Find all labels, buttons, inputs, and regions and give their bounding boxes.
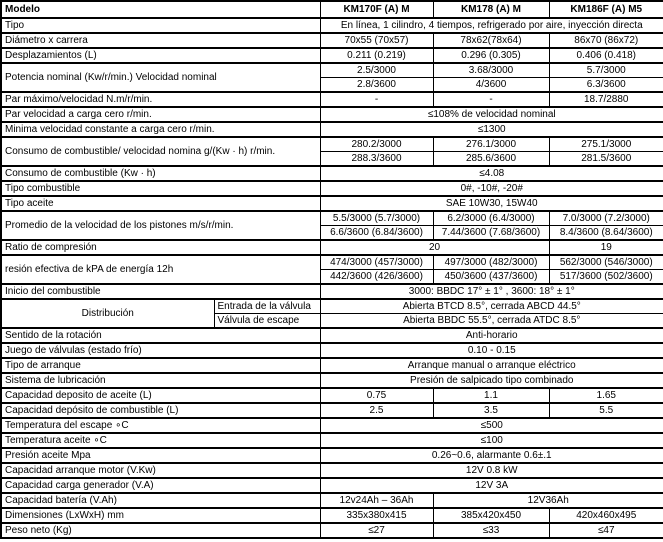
par-maximo-value-0: -: [320, 92, 433, 107]
row-promedio-pistones: [1, 211, 663, 226]
capacidad-carga-generador-label: Capacidad carga generador (V.A): [1, 478, 320, 493]
row-juego-valvulas: [1, 343, 663, 358]
row-capacidad-carga-generador: [1, 478, 663, 493]
row-tipo-arranque: [1, 358, 663, 373]
row-capacidad-aceite: [1, 388, 663, 403]
model-column-0: KM170F (A) M: [320, 1, 433, 18]
capacidad-aceite-value-0: 0.75: [320, 388, 433, 403]
juego-valvulas-label: Juego de válvulas (estado frío): [1, 343, 320, 358]
diametro-carrera-value-1: 78x62(78x64): [433, 33, 549, 48]
inicio-combustible-value-0: 3000: BBDC 17° ± 1° , 3600: 18° ± 1°: [320, 284, 663, 299]
capacidad-carga-generador-value-0: 12V 3A: [320, 478, 663, 493]
consumo-velocidad-label: Consumo de combustible/ velocidad nomina g/(Kw · h) r/min.: [1, 137, 320, 166]
desplazamientos-value-2: 0.406 (0.418): [549, 48, 663, 63]
row-consumo-combustible: [1, 166, 663, 181]
presion-aceite-label: Presión aceite Mpa: [1, 448, 320, 463]
dimensiones-label: Dimensiones (LxWxH) mm: [1, 508, 320, 523]
sistema-lubricacion-label: Sistema de lubricación: [1, 373, 320, 388]
header-row: [1, 1, 663, 18]
temperatura-aceite-value-0: ≤100: [320, 433, 663, 448]
tipo-combustible-value-0: 0#, -10#, -20#: [320, 181, 663, 196]
tipo-arranque-label: Tipo de arranque: [1, 358, 320, 373]
row-par-maximo: [1, 92, 663, 107]
consumo-combustible-value-0: ≤4.08: [320, 166, 663, 181]
par-carga-cero-value-0: ≤108% de velocidad nominal: [320, 107, 663, 122]
spec-table-body: [1, 1, 663, 538]
minima-velocidad-label: Minima velocidad constante a carga cero r/min.: [1, 122, 320, 137]
capacidad-aceite-label: Capacidad deposito de aceite (L): [1, 388, 320, 403]
tipo-value-0: En línea, 1 cilindro, 4 tiempos, refrigerado por aire, inyección directa: [320, 18, 663, 33]
distribucion-sublabel-1: Válvula de escape: [214, 314, 320, 329]
par-maximo-value-2: 18.7/2880: [549, 92, 663, 107]
desplazamientos-value-0: 0.211 (0.219): [320, 48, 433, 63]
potencia-nominal-value-0-1: 3.68/3000: [433, 63, 549, 78]
promedio-pistones-label: Promedio de la velocidad de los pistones m/s/r/min.: [1, 211, 320, 240]
row-par-carga-cero: [1, 107, 663, 122]
presion-efectiva-value-1-0: 442/3600 (426/3600): [320, 270, 433, 285]
promedio-pistones-value-1-2: 8.4/3600 (8.64/3600): [549, 226, 663, 241]
row-ratio-compresion: [1, 240, 663, 255]
presion-efectiva-value-1-1: 450/3600 (437/3600): [433, 270, 549, 285]
tipo-combustible-label: Tipo combustible: [1, 181, 320, 196]
juego-valvulas-value-0: 0.10 - 0.15: [320, 343, 663, 358]
promedio-pistones-value-1-0: 6.6/3600 (6.84/3600): [320, 226, 433, 241]
par-carga-cero-label: Par velocidad a carga cero r/min.: [1, 107, 320, 122]
model-header-label: Modelo: [1, 1, 320, 18]
par-maximo-value-1: -: [433, 92, 549, 107]
ratio-compresion-label: Ratio de compresión: [1, 240, 320, 255]
diametro-carrera-value-0: 70x55 (70x57): [320, 33, 433, 48]
par-maximo-label: Par máximo/velocidad N.m/r/min.: [1, 92, 320, 107]
peso-neto-value-1: ≤33: [433, 523, 549, 538]
row-tipo-combustible: [1, 181, 663, 196]
distribucion-sublabel-0: Entrada de la válvula: [214, 299, 320, 314]
row-potencia-nominal: [1, 63, 663, 78]
temperatura-aceite-label: Temperatura aceite ∘C: [1, 433, 320, 448]
promedio-pistones-value-0-2: 7.0/3000 (7.2/3000): [549, 211, 663, 226]
temperatura-escape-value-0: ≤500: [320, 418, 663, 433]
distribucion-value-0: Abierta BTCD 8.5°, cerrada ABCD 44.5°: [320, 299, 663, 314]
distribucion-value-1: Abierta BBDC 55.5°, cerrada ATDC 8.5°: [320, 314, 663, 329]
promedio-pistones-value-0-0: 5.5/3000 (5.7/3000): [320, 211, 433, 226]
row-temperatura-aceite: [1, 433, 663, 448]
row-temperatura-escape: [1, 418, 663, 433]
capacidad-combustible-value-1: 3.5: [433, 403, 549, 418]
temperatura-escape-label: Temperatura del escape ∘C: [1, 418, 320, 433]
presion-efectiva-value-1-2: 517/3600 (502/3600): [549, 270, 663, 285]
consumo-velocidad-value-0-0: 280.2/3000: [320, 137, 433, 152]
peso-neto-value-0: ≤27: [320, 523, 433, 538]
capacidad-arranque-motor-value-0: 12V 0.8 kW: [320, 463, 663, 478]
consumo-velocidad-value-0-1: 276.1/3000: [433, 137, 549, 152]
capacidad-aceite-value-1: 1.1: [433, 388, 549, 403]
promedio-pistones-value-1-1: 7.44/3600 (7.68/3600): [433, 226, 549, 241]
row-capacidad-combustible: [1, 403, 663, 418]
sentido-rotacion-value-0: Anti-horario: [320, 328, 663, 343]
presion-aceite-value-0: 0.26~0.6, alarmante 0.6±.1: [320, 448, 663, 463]
inicio-combustible-label: Inicio del combustible: [1, 284, 320, 299]
peso-neto-label: Peso neto (Kg): [1, 523, 320, 538]
row-sistema-lubricacion: [1, 373, 663, 388]
minima-velocidad-value-0: ≤1300: [320, 122, 663, 137]
consumo-combustible-label: Consumo de combustible (Kw · h): [1, 166, 320, 181]
row-presion-aceite: [1, 448, 663, 463]
presion-efectiva-value-0-0: 474/3000 (457/3000): [320, 255, 433, 270]
sentido-rotacion-label: Sentido de la rotación: [1, 328, 320, 343]
ratio-compresion-value-0: 20: [320, 240, 549, 255]
tipo-aceite-value-0: SAE 10W30, 15W40: [320, 196, 663, 211]
diametro-carrera-label: Diámetro x carrera: [1, 33, 320, 48]
presion-efectiva-value-0-1: 497/3000 (482/3000): [433, 255, 549, 270]
presion-efectiva-value-0-2: 562/3000 (546/3000): [549, 255, 663, 270]
dimensiones-value-2: 420x460x495: [549, 508, 663, 523]
row-sentido-rotacion: [1, 328, 663, 343]
row-presion-efectiva: [1, 255, 663, 270]
dimensiones-value-0: 335x380x415: [320, 508, 433, 523]
row-distribucion: [1, 299, 663, 314]
row-minima-velocidad: [1, 122, 663, 137]
distribucion-label: Distribución: [1, 299, 214, 328]
potencia-nominal-value-1-0: 2.8/3600: [320, 78, 433, 93]
promedio-pistones-value-0-1: 6.2/3000 (6.4/3000): [433, 211, 549, 226]
tipo-label: Tipo: [1, 18, 320, 33]
desplazamientos-value-1: 0.296 (0.305): [433, 48, 549, 63]
consumo-velocidad-value-1-0: 288.3/3600: [320, 152, 433, 167]
capacidad-bateria-value-1: 12V36Ah: [433, 493, 663, 508]
consumo-velocidad-value-0-2: 275.1/3000: [549, 137, 663, 152]
presion-efectiva-label: resión efectiva de kPA de energía 12h: [1, 255, 320, 284]
row-capacidad-bateria: [1, 493, 663, 508]
capacidad-bateria-value-0: 12v24Ah – 36Ah: [320, 493, 433, 508]
tipo-aceite-label: Tipo aceite: [1, 196, 320, 211]
model-column-2: KM186F (A) M5: [549, 1, 663, 18]
potencia-nominal-value-0-0: 2.5/3000: [320, 63, 433, 78]
row-capacidad-arranque-motor: [1, 463, 663, 478]
row-desplazamientos: [1, 48, 663, 63]
row-dimensiones: [1, 508, 663, 523]
diametro-carrera-value-2: 86x70 (86x72): [549, 33, 663, 48]
capacidad-bateria-label: Capacidad batería (V.Ah): [1, 493, 320, 508]
potencia-nominal-value-1-2: 6.3/3600: [549, 78, 663, 93]
potencia-nominal-label: Potencia nominal (Kw/r/min.) Velocidad nominal: [1, 63, 320, 92]
consumo-velocidad-value-1-1: 285.6/3600: [433, 152, 549, 167]
row-inicio-combustible: [1, 284, 663, 299]
tipo-arranque-value-0: Arranque manual o arranque eléctrico: [320, 358, 663, 373]
potencia-nominal-value-0-2: 5.7/3000: [549, 63, 663, 78]
consumo-velocidad-value-1-2: 281.5/3600: [549, 152, 663, 167]
peso-neto-value-2: ≤47: [549, 523, 663, 538]
model-column-1: KM178 (A) M: [433, 1, 549, 18]
row-diametro-carrera: [1, 33, 663, 48]
row-tipo: [1, 18, 663, 33]
dimensiones-value-1: 385x420x450: [433, 508, 549, 523]
sistema-lubricacion-value-0: Presión de salpicado tipo combinado: [320, 373, 663, 388]
capacidad-aceite-value-2: 1.65: [549, 388, 663, 403]
capacidad-combustible-value-0: 2.5: [320, 403, 433, 418]
desplazamientos-label: Desplazamientos (L): [1, 48, 320, 63]
row-consumo-velocidad: [1, 137, 663, 152]
row-tipo-aceite: [1, 196, 663, 211]
potencia-nominal-value-1-1: 4/3600: [433, 78, 549, 93]
ratio-compresion-value-1: 19: [549, 240, 663, 255]
capacidad-arranque-motor-label: Capacidad arranque motor (V.Kw): [1, 463, 320, 478]
capacidad-combustible-label: Capacidad depósito de combustible (L): [1, 403, 320, 418]
row-peso-neto: [1, 523, 663, 538]
capacidad-combustible-value-2: 5.5: [549, 403, 663, 418]
